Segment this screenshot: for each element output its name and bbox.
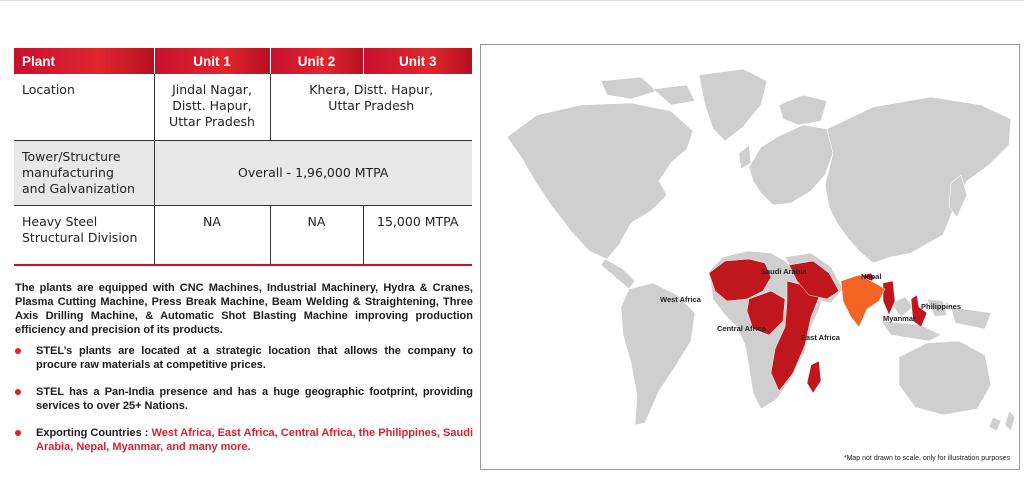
bullet-text: STEL has a Pan-India presence and has a huge geographic footprint, providing services to over 25+ Nations. [36,386,473,412]
row-label-tower [14,141,154,206]
bullet-strategic-location [15,344,473,372]
label-saudi-arabia: Saudi Arabia [761,267,807,276]
bullet-dot-icon [15,389,21,395]
header-unit-2: Unit 2 [270,48,363,74]
label-east-africa: East Africa [801,333,840,342]
bullet-pan-india [15,385,473,413]
row-label-location: Location [14,74,154,141]
unit-2-3-location [270,74,472,141]
label-line: and Galvanization [22,181,135,196]
bullet-countries-highlight: West Africa, East Africa, Central Africa, the Philippines, Saudi Arabia, Nepal, Myanmar, and many more. [36,427,473,453]
row-label-heavy-steel [14,206,154,266]
header-unit-3: Unit 3 [363,48,472,74]
bullet-dot-icon [15,348,21,354]
bullet-dot-icon [15,430,21,436]
bullet-text: STEL’s plants are located at a strategic location that allows the company to procure raw materials at competitive prices. [36,345,473,371]
header-unit-1: Unit 1 [154,48,270,74]
header-plant: Plant [14,48,154,74]
heavy-unit-3: 15,000 MTPA [363,206,472,266]
label-line: manufacturing [22,165,114,180]
location-line: Uttar Pradesh [169,114,255,129]
myanmar-region [883,281,895,315]
label-west-africa: West Africa [660,295,701,304]
label-myanmar: Myanmar [883,314,916,323]
location-line: Khera, Distt. Hapur, [309,82,434,97]
world-map [481,45,1021,471]
label-central-africa: Central Africa [717,324,766,333]
location-line: Distt. Hapur, [172,98,252,113]
bullet-prefix: Exporting Countries : [36,427,152,439]
machinery-paragraph: The plants are equipped with CNC Machines, Industrial Machinery, Hydra & Cranes, Plasma Cutting Machine, Press Break Machine, Beam Welding & Straightening, Three Axis Drilling Machine, & Automatic Shot Blasting Machine improving production efficiency and precision of its products. [15,282,473,336]
table-header-row [14,48,472,74]
label-philippines: Philippines [921,302,962,311]
table-row-tower [14,141,472,206]
highlights-list [15,344,473,467]
heavy-unit-1: NA [154,206,270,266]
madagascar-region [807,361,821,393]
world-map-panel [480,44,1020,470]
map-disclaimer: *Map not drawn to scale, only for illustration purposes [843,455,1010,462]
unit-1-location [154,74,270,141]
tower-overall-capacity: Overall - 1,96,000 MTPA [154,141,472,206]
location-line: Jindal Nagar, [172,82,252,97]
location-line: Uttar Pradesh [328,98,415,113]
bullet-exporting-countries [15,426,473,454]
label-line: Heavy Steel [22,214,98,229]
plant-capacity-table [14,48,472,266]
label-nepal: Nepal [861,272,882,281]
top-divider [0,0,1024,1]
india-region [841,275,885,327]
heavy-unit-2: NA [270,206,363,266]
label-line: Structural Division [22,230,138,245]
label-line: Tower/Structure [22,149,121,164]
table-row-heavy-steel [14,206,472,266]
world-land [507,69,1015,431]
table-row-location [14,74,472,141]
